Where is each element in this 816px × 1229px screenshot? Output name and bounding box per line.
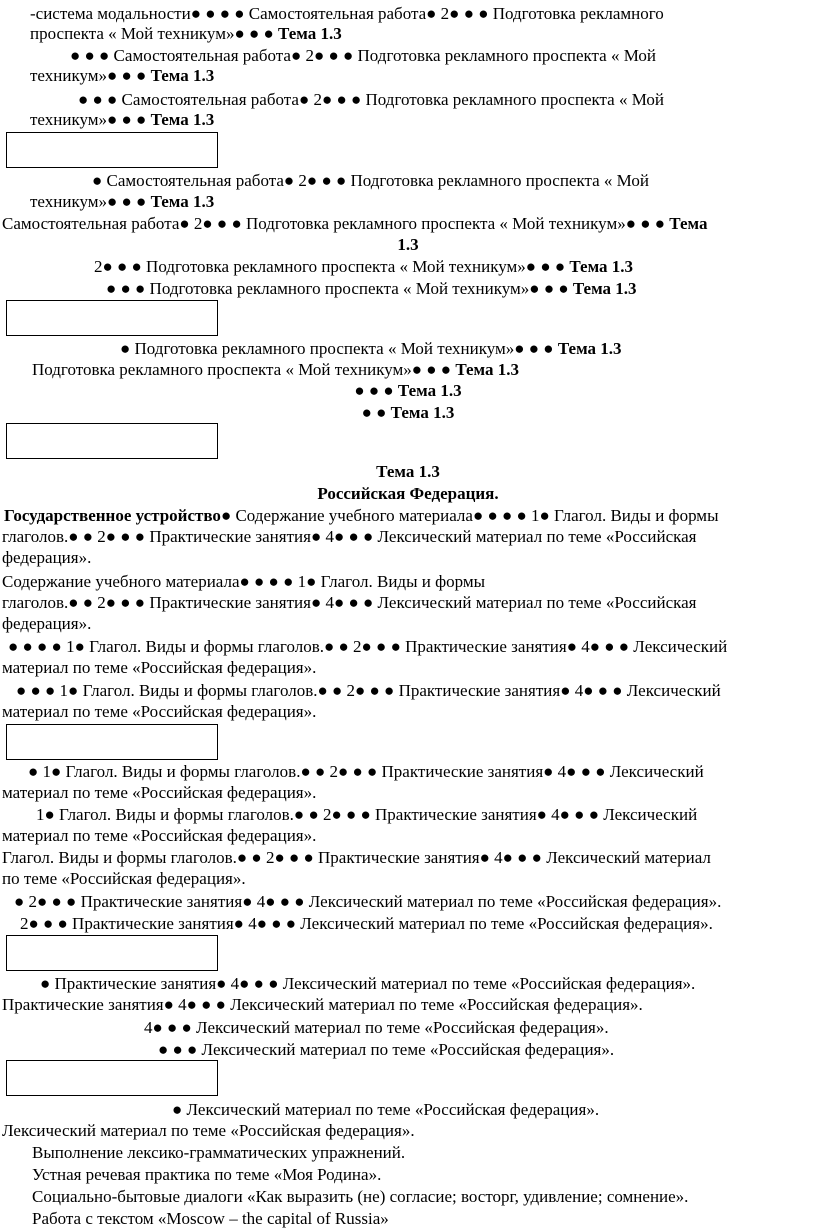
text-line: техникум»● ● ● Тема 1.3 <box>30 110 215 129</box>
empty-box <box>6 724 218 760</box>
text-line: техникум»● ● ● Тема 1.3 <box>30 192 215 211</box>
text-line: Самостоятельная работа● 2● ● ● Подготовка рекламного проспекта « Мой техникум»● ● ● Тема <box>2 214 708 233</box>
text-line: 2● ● ● Практические занятия● 4● ● ● Лексический материал по теме «Российская федерация». <box>20 914 713 933</box>
empty-box <box>6 300 218 336</box>
list-item: Устная речевая практика по теме «Моя Родина». <box>32 1165 382 1184</box>
text-line: ● ● ● Лексический материал по теме «Российская федерация». <box>158 1040 615 1059</box>
text-line: ● Практические занятия● 4● ● ● Лексический материал по теме «Российская федерация». <box>40 974 696 993</box>
text-line: Государственное устройство● Содержание учебного материала● ● ● ● 1● Глагол. Виды и формы <box>4 506 719 525</box>
text-line: 4● ● ● Лексический материал по теме «Российская федерация». <box>144 1018 609 1037</box>
text-line: ● Самостоятельная работа● 2● ● ● Подготовка рекламного проспекта « Мой <box>92 171 649 190</box>
list-item: Выполнение лексико-грамматических упражнений. <box>32 1143 406 1162</box>
empty-box <box>6 132 218 168</box>
text-line: Практические занятия● 4● ● ● Лексический материал по теме «Российская федерация». <box>2 995 643 1014</box>
text-line: 2● ● ● Подготовка рекламного проспекта « Мой техникум»● ● ● Тема 1.3 <box>94 257 634 276</box>
text-line: ● ● ● ● 1● Глагол. Виды и формы глаголов.● ● 2● ● ● Практические занятия● 4● ● ● Лексический <box>8 637 728 656</box>
text-line: ● 1● Глагол. Виды и формы глаголов.● ● 2● ● ● Практические занятия● 4● ● ● Лексический <box>28 762 704 781</box>
text-line: 1.3 <box>397 235 419 254</box>
text-line: техникум»● ● ● Тема 1.3 <box>30 66 215 85</box>
text-line: материал по теме «Российская федерация». <box>2 658 317 677</box>
text-line: Лексический материал по теме «Российская федерация». <box>2 1121 415 1140</box>
text-line: по теме «Российская федерация». <box>2 869 246 888</box>
text-line: материал по теме «Российская федерация». <box>2 702 317 721</box>
text-line: проспекта « Мой техникум»● ● ● Тема 1.3 <box>30 24 342 43</box>
text-line: ● ● ● Подготовка рекламного проспекта « Мой техникум»● ● ● Тема 1.3 <box>106 279 637 298</box>
text-line: Подготовка рекламного проспекта « Мой техникум»● ● ● Тема 1.3 <box>32 360 520 379</box>
text-line: ● ● Тема 1.3 <box>361 403 455 422</box>
text-line: 1● Глагол. Виды и формы глаголов.● ● 2● ● ● Практические занятия● 4● ● ● Лексический <box>36 805 698 824</box>
empty-box <box>6 1060 218 1096</box>
text-line: глаголов.● ● 2● ● ● Практические занятия● 4● ● ● Лексический материал по теме «Российская <box>2 527 697 546</box>
empty-box <box>6 423 218 459</box>
text-line: материал по теме «Российская федерация». <box>2 826 317 845</box>
text-line: ● ● ● Тема 1.3 <box>354 381 462 400</box>
text-line: материал по теме «Российская федерация». <box>2 783 317 802</box>
text-line: ● 2● ● ● Практические занятия● 4● ● ● Лексический материал по теме «Российская федерация». <box>14 892 722 911</box>
text-line: федерация». <box>2 614 92 633</box>
text-line: ● ● ● Самостоятельная работа● 2● ● ● Подготовка рекламного проспекта « Мой <box>78 90 665 109</box>
text-line: Глагол. Виды и формы глаголов.● ● 2● ● ● Практические занятия● 4● ● ● Лексический материал <box>2 848 711 867</box>
text-line: ● ● ● 1● Глагол. Виды и формы глаголов.● ● 2● ● ● Практические занятия● 4● ● ● Лексический <box>16 681 721 700</box>
text-line: ● ● ● Самостоятельная работа● 2● ● ● Подготовка рекламного проспекта « Мой <box>70 46 657 65</box>
text-line: Содержание учебного материала● ● ● ● 1● Глагол. Виды и формы <box>2 572 486 591</box>
text-line: глаголов.● ● 2● ● ● Практические занятия● 4● ● ● Лексический материал по теме «Российская <box>2 593 697 612</box>
empty-box <box>6 935 218 971</box>
text-line: -система модальности● ● ● ● Самостоятельная работа● 2● ● ● Подготовка рекламного <box>30 4 664 23</box>
text-line: федерация». <box>2 548 92 567</box>
text-line: ● Лексический материал по теме «Российская федерация». <box>172 1100 600 1119</box>
topic-heading: Тема 1.3 <box>376 462 440 481</box>
list-item: Работа с текстом «Moscow – the capital of Russia» <box>32 1209 389 1228</box>
topic-title: Российская Федерация. <box>317 484 499 503</box>
list-item: Социально-бытовые диалоги «Как выразить (не) согласие; восторг, удивление; сомнение». <box>32 1187 689 1206</box>
text-line: ● Подготовка рекламного проспекта « Мой техникум»● ● ● Тема 1.3 <box>120 339 622 358</box>
